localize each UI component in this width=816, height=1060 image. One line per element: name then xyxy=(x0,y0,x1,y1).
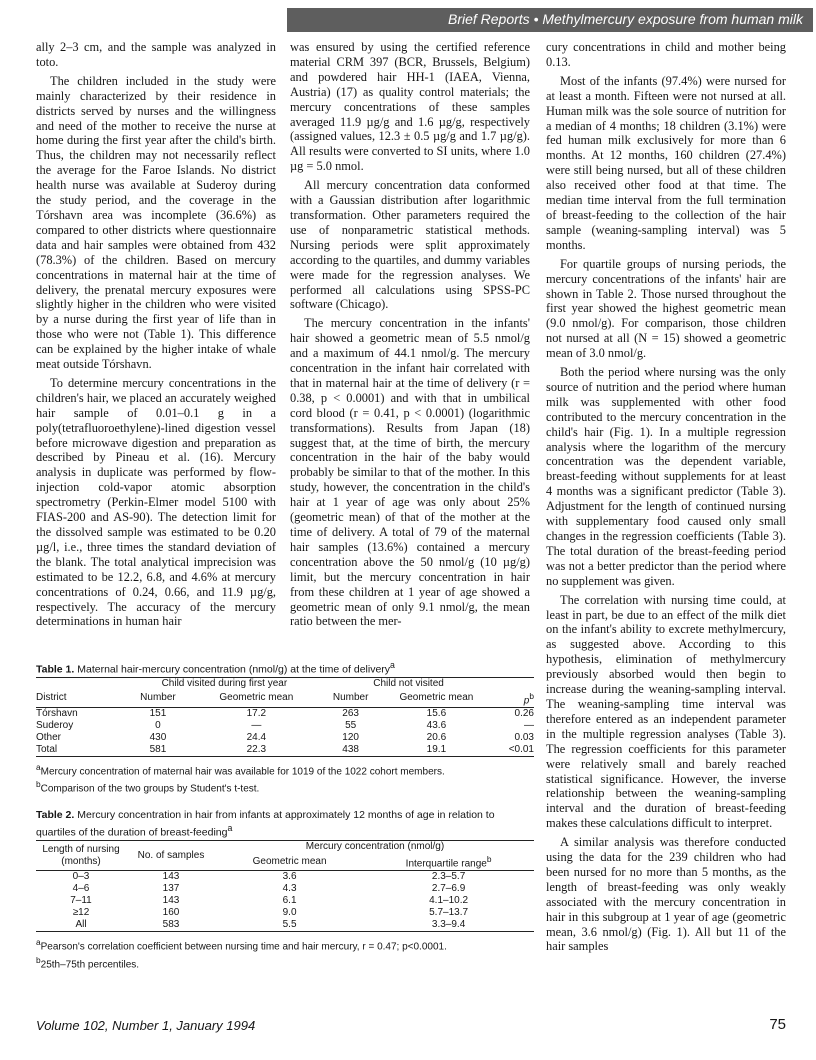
paragraph: To determine mercury concentrations in the children's hair, we placed an accurately weighed hair sample of 0.01–0.1 g in a poly(tetrafluoroethylene)-lined digestion vessel before microwave digestion and preparation as described by Pineau et al. (16). Mercury analysis in duplicate was performed by flow-injection cold-vapor atomic absorption spectrometry (Perkin-Elmer model 5100 with FIAS-200 and AS-90). The detection limit for the dissolved sample was estimated to be 0.20 µg/l, i.e., three times the standard deviation of the blank. The total analytical imprecision was estimated to be 12.2, 6.8, and 4.6% at mercury concentrations of 0.24, 0.66, and 11.9 µg/g, respectively. The accuracy of the mercury determinations in human hair xyxy=(36,375,276,629)
table2-footnote-b: $^b$25th–75th percentiles. xyxy=(36,954,140,970)
table2-footnote-a: $^a$Pearson's correlation coefficient between nursing time and hair mercury, r = 0.47; p<0.0001. xyxy=(36,937,447,953)
table-row: Total 581 22.3 438 19.1 <0.01 xyxy=(36,743,534,755)
table-row: 7–11 143 6.1 4.1–10.2 xyxy=(70,895,469,907)
text-column-3 xyxy=(546,40,786,954)
paragraph: ally 2–3 cm, and the sample was analyzed in toto. xyxy=(36,40,276,69)
table-row: Suderoy 0 — 55 43.6 — xyxy=(36,719,534,731)
table1: Child visited during first year Child not visited District Number Geometric mean Number Geometric mean $p^b$ Tórshavn 151 17.2 263 15.6 0.26 Suderoy 0 — 55 43.6 — Other 430 24.4 120 20.6 0.03 Total 581 22.3 438 19.1 <0.01 xyxy=(36,677,534,755)
table1-caption: Table 1. Maternal hair-mercury concentration (nmol/g) at the time of delivery$^a$ xyxy=(36,660,395,676)
text-column-1 xyxy=(36,40,276,629)
table1-group-not-visited: Child not visited xyxy=(373,677,444,689)
paragraph: The children included in the study were mainly characterized by their residence in districts served by nurses and the willingness and need of the mother to receive the nurse at home during the first year after the child's birth. Thus, the children may not necessarily reflect the average for the Faroe Islands. No district health nurse was available at Suderoy during the study period, and the coverage in the Tórshavn area was incomplete (36.6%) as compared to other districts where questionnaire data and hair samples were obtained from 432 (78.3%) of the children. Based on mercury concentrations in maternal hair at the time of delivery, the prenatal mercury exposures were slightly higher in the children who were visited by a nurse during the first year of life than in those who were not (Table 1). This difference can be explained by the higher intake of whale meat outside Tórshavn. xyxy=(36,73,276,372)
paragraph: All mercury concentration data conformed with a Gaussian distribution after logarithmic transformation. Other parameters required the use of nonparametric statistical methods. Nursing periods were split approximately according to the quartiles, and dummy variables were made for the regression analyses. We performed all calculations using SPSS-PC software (Chicago). xyxy=(290,178,530,312)
table1-footnote-a: $^a$Mercury concentration of maternal hair was available for 1019 of the 1022 cohort members. xyxy=(36,761,445,778)
table-row: Other 430 24.4 120 20.6 0.03 xyxy=(36,731,534,743)
table-row: Tórshavn 151 17.2 263 15.6 0.26 xyxy=(36,707,534,719)
paragraph: Both the period where nursing was the only source of nutrition and the period where human milk was supplemented with other food contributed to the mercury concentration in the child's hair (Fig. 1). In a multiple regression analysis where the logarithm of the mercury concentration was the dependent variable, breast-feeding without supplements for at least 4 months was a significant predictor (Table 3). Adjustment for the length of continued nursing with supplementary food caused only small changes in the regression coefficients (Table 3). The total duration of the breast-feeding period was not a better predictor than the period where no supplement was given. xyxy=(546,365,786,588)
paragraph: cury concentrations in child and mother being 0.13. xyxy=(546,40,786,69)
paragraph: was ensured by using the certified reference material CRM 397 (BCR, Brussels, Belgium) and powdered hair HH-1 (IAEA, Vienna, Austria) (17) as quality control materials; the mercury concentrations of these samples averaged 11.9 µg/g and 1.6 µg/g, respectively (assigned values, 12.3 ± 0.5 µg/g and 1.7 µg/g). All results were converted to SI units, where 1.0 µg = 5.0 nmol. xyxy=(290,40,530,174)
table-row: ≥12 160 9.0 5.7–13.7 xyxy=(72,907,469,919)
paragraph: A similar analysis was therefore conducted using the data for the 239 children who had been nursed for no more than 5 months, as the length of breast-feeding was only weakly associated with the mercury concentration in hair in this subgroup at 1 year of age (geometric mean, 3.6 nmol/g) (Fig. 1). All but 11 of the hair samples xyxy=(546,835,786,954)
text-column-2 xyxy=(290,40,530,629)
table2: Length of nursing (months) No. of samples Mercury concentration (nmol/g) Geometric mean Interquartile range$^b$ 0–3 143 3.6 2.3–5.7 4–6 137 4.3 2.7–6.9 7–11 143 6.1 4.1–10.2 ≥12 160 9.0 5.7–13.7 All 583 5.5 3.3–9.4 xyxy=(36,840,534,931)
table2-group-header: Mercury concentration (nmol/g) xyxy=(305,840,445,852)
paragraph: The correlation with nursing time could, at least in part, be due to an effect of the milk diet on the infant's ability to excrete methylmercury, as suggested above. According to this hypothesis, elimination of methylmercury previously absorbed would then begin to increase during the weaning-sampling interval. The weaning-sampling time interval was therefore entered as an independent parameter in the multiple regression analyses (Table 3). The regression coefficients for this parameter were relatively small and barely reached statistical significance. However, the inverse relationship between the weaning-sampling interval and the duration of breast-feeding makes these calculations difficult to interpret. xyxy=(546,592,786,831)
table-row: All 583 5.5 3.3–9.4 xyxy=(75,919,466,931)
table-row: 0–3 143 3.6 2.3–5.7 xyxy=(72,871,466,883)
running-head-bar xyxy=(287,8,813,32)
table1-footnote-b: $^b$Comparison of the two groups by Student's t-test. xyxy=(36,779,260,795)
paragraph: Most of the infants (97.4%) were nursed for at least a month. Fifteen were not nursed at all. Human milk was the sole source of nutrition for a median of 4 months; 18 children (3.1%) were fed human milk exclusively for more than 6 months. At 12 months, 160 children (27.4%) were still being nursed, but all of these children also received other food at that time. The median time interval from the full termination of breast-feeding to the collection of the hair sample (weaning-sampling interval) was 5 months. xyxy=(546,73,786,252)
paragraph: The mercury concentration in the infants' hair showed a geometric mean of 5.5 nmol/g and a maximum of 44.1 nmol/g. The mercury concentration in the infant hair correlated with that in maternal hair at the time of delivery (r = 0.38, p < 0.0001) and with that in umbilical cord blood (r = 0.41, p < 0.0001) (logarithmic transformations). Results from Japan (18) suggest that, at the time of birth, the mercury concentration in the hair of the baby would probably be similar to that of the mother. In this study, however, the concentration in the child's hair at 1 year of age was only about 25% (geometric mean) of that of the mother at the time of delivery. A total of 79 of the maternal hair samples (13.6%) contained a mercury concentration above the 50 nmol/g (10 µg/g) limit, but the mercury concentration in hair from these children at 1 year of age showed a geometric mean of only 9.1 nmol/g, the mean ratio between the mer- xyxy=(290,316,530,629)
footer-volume: Volume 102, Number 1, January 1994 xyxy=(36,1018,256,1033)
running-head: Brief Reports • Methylmercury exposure from human milk xyxy=(447,11,803,27)
table2-caption: Table 2. Mercury concentration in hair from infants at approximately 12 months of age in relation to quartiles of the duration of breast-feeding$^a$ xyxy=(36,809,495,839)
paragraph: For quartile groups of nursing periods, the mercury concentrations of the infants' hair are shown in Table 2. Those nursed throughout the first year showed the highest geometric mean (9.0 nmol/g). For comparison, those children not nursed at all (N = 15) showed a geometric mean of 3.0 nmol/g. xyxy=(546,256,786,361)
table1-group-visited: Child visited during first year xyxy=(161,677,288,689)
page-number: 75 xyxy=(769,1016,786,1033)
tables-block xyxy=(36,659,534,971)
table-row: 4–6 137 4.3 2.7–6.9 xyxy=(72,883,466,895)
